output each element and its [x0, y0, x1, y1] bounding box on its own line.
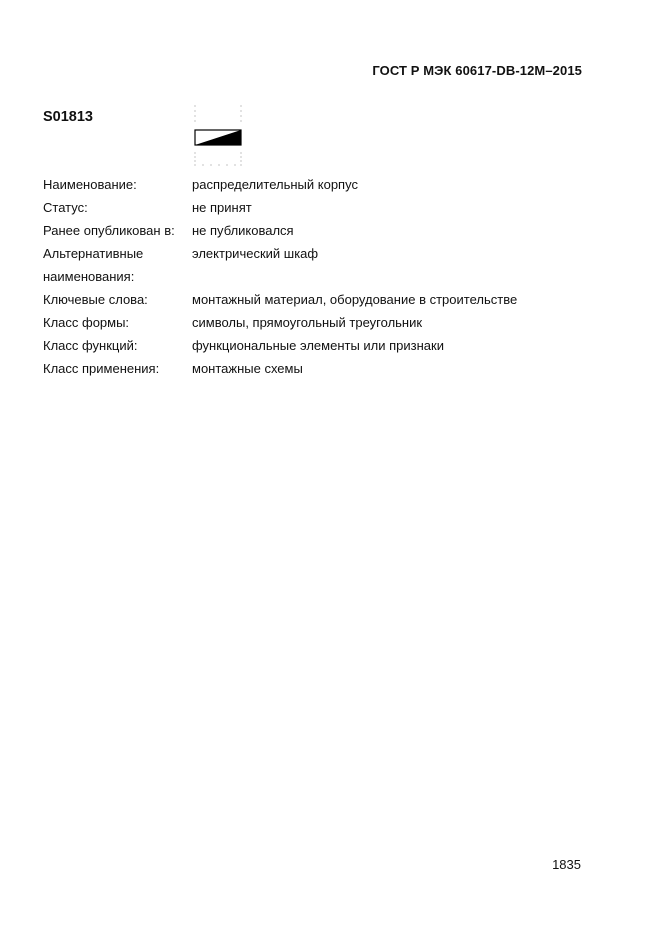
property-value: не принят: [192, 200, 252, 215]
property-value: символы, прямоугольный треугольник: [192, 315, 423, 330]
property-row: [43, 288, 603, 311]
property-row: [43, 357, 603, 380]
property-value: функциональные элементы или признаки: [192, 338, 444, 353]
property-label: Класс применения:: [43, 361, 160, 376]
property-label: Альтернативные: [43, 246, 144, 261]
property-row: [43, 311, 603, 334]
property-value: монтажные схемы: [192, 361, 303, 376]
property-row: [43, 242, 603, 265]
symbol-graphic-icon: [192, 104, 244, 168]
property-label: наименования:: [43, 269, 135, 284]
property-row: [43, 173, 603, 196]
property-value: монтажный материал, оборудование в строительстве: [192, 292, 518, 307]
property-value: электрический шкаф: [192, 246, 319, 261]
property-value: распределительный корпус: [192, 177, 358, 192]
property-value: [192, 265, 603, 288]
property-label: Ключевые слова:: [43, 292, 148, 307]
symbol-triangle: [195, 130, 241, 145]
property-row: [43, 334, 603, 357]
property-row: [43, 265, 603, 288]
document-standard-title: ГОСТ Р МЭК 60617-DB-12M–2015: [372, 63, 582, 78]
property-label: Ранее опубликован в:: [43, 223, 175, 238]
property-row: [43, 219, 603, 242]
symbol-code: S01813: [43, 109, 93, 125]
property-label: Класс формы:: [43, 315, 130, 330]
property-label: Класс функций:: [43, 338, 138, 353]
property-value: не публиковался: [192, 223, 294, 238]
property-row: [43, 196, 603, 219]
property-label: Статус:: [43, 200, 88, 215]
properties-table: [43, 173, 603, 380]
page-number: 1835: [552, 857, 581, 872]
property-label: Наименование:: [43, 177, 137, 192]
